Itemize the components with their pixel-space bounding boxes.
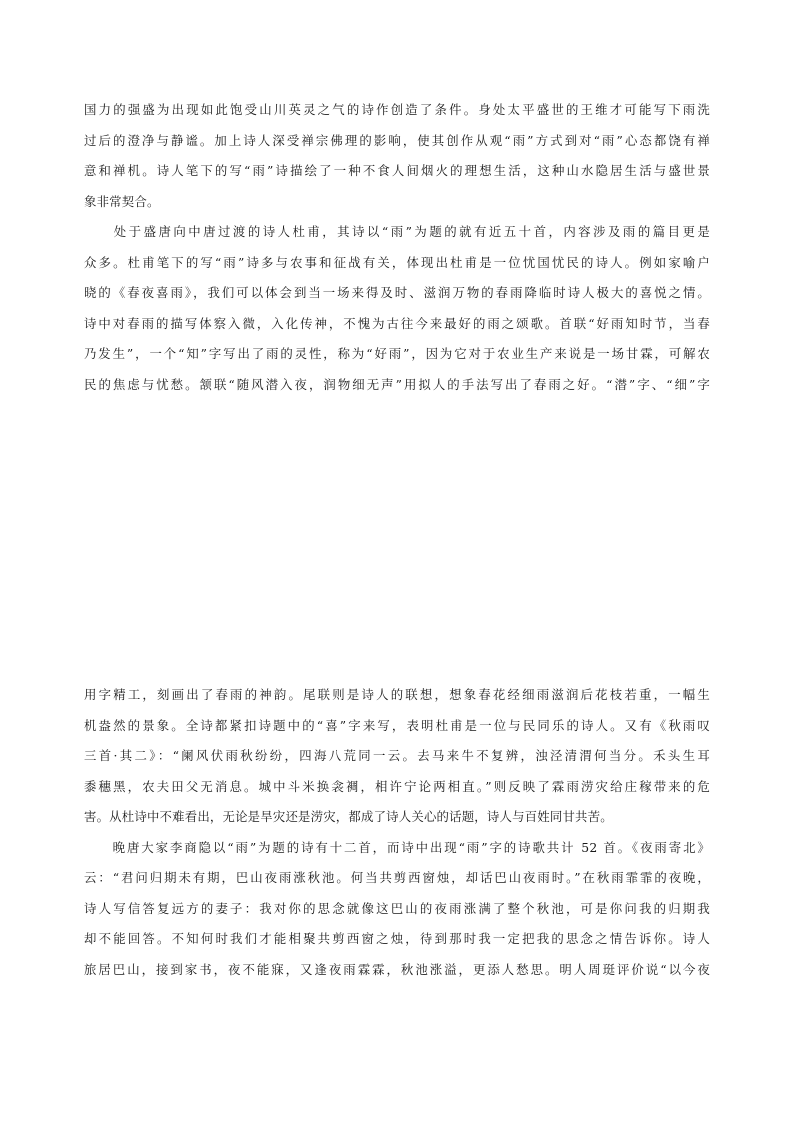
text-line: 机盎然的景象。全诗都紧扣诗题中的“喜”字来写，表明杜甫是一位与民同乐的诗人。又有《秋雨叹 [84, 717, 710, 733]
text-line: 众多。杜甫笔下的写“雨”诗多与农事和征战有关，体现出杜甫是一位忧国忧民的诗人。例如家喻户 [84, 254, 710, 270]
text-line: 诗中对春雨的描写体察入微，入化传神，不愧为古往今来最好的雨之颂歌。首联“好雨知时节，当春 [84, 315, 710, 331]
text-line: 害。从杜诗中不难看出，无论是旱灾还是涝灾，都成了诗人关心的话题，诗人与百姓同甘共苦。 [84, 809, 613, 824]
text-line: 象非常契合。 [84, 193, 160, 209]
text-line: 黍穗黑，农夫田父无消息。城中斗米换衾裯，相许宁论两相直。”则反映了霖雨涝灾给庄稼带来的危 [84, 778, 710, 794]
text-line: 晓的《春夜喜雨》，我们可以体会到当一场来得及时、滋润万物的春雨降临时诗人极大的喜悦之情。 [84, 285, 710, 300]
text-line: 诗人写信答复远方的妻子：我对你的思念就像这巴山的夜雨涨满了整个秋池，可是你问我的归期我 [84, 900, 710, 916]
text-line: 意和禅机。诗人笔下的写“雨”诗描绘了一种不食人间烟火的理想生活，这种山水隐居生活与盛世景 [84, 163, 710, 178]
text-line: 处于盛唐向中唐过渡的诗人杜甫，其诗以“雨”为题的就有近五十首，内容涉及雨的篇目更是 [84, 224, 710, 239]
text-line: 用字精工，刻画出了春雨的神韵。尾联则是诗人的联想，想象春花经细雨滋润后花枝若重，一幅生 [84, 687, 710, 702]
text-line: 国力的强盛为出现如此饱受山川英灵之气的诗作创造了条件。身处太平盛世的王维才可能写下雨洗 [84, 102, 710, 117]
text-line: 却不能回答。不知何时我们才能相聚共剪西窗之烛，待到那时我一定把我的思念之情告诉你。诗人 [84, 931, 710, 946]
text-block-top [84, 95, 710, 400]
text-line: 乃发生”，一个“知”字写出了雨的灵性，称为“好雨”，因为它对于农业生产来说是一场甘霖，可解农 [84, 346, 710, 361]
text-line: 云：“君问归期未有期，巴山夜雨涨秋池。何当共剪西窗烛，却话巴山夜雨时。”在秋雨霏霏的夜晚， [84, 870, 710, 885]
text-block-bottom [84, 680, 710, 985]
text-line: 旅居巴山，接到家书，夜不能寐，又逢夜雨霖霖，秋池涨溢，更添人愁思。明人周珽评价说“以今夜 [84, 961, 710, 977]
text-line: 民的焦虑与忧愁。颔联“随风潜入夜，润物细无声”用拟人的手法写出了春雨之好。“潜”字、“细”字 [84, 376, 710, 392]
text-line: 过后的澄净与静谧。加上诗人深受禅宗佛理的影响，使其创作从观“雨”方式到对“雨”心态都饶有禅 [84, 132, 710, 148]
text-line: 晚唐大家李商隐以“雨”为题的诗有十二首，而诗中出现“雨”字的诗歌共计 52 首。《夜雨寄北》 [84, 839, 710, 855]
text-line: 三首·其二》：“阑风伏雨秋纷纷，四海八荒同一云。去马来牛不复辨，浊泾清渭何当分。禾头生耳 [84, 748, 710, 763]
